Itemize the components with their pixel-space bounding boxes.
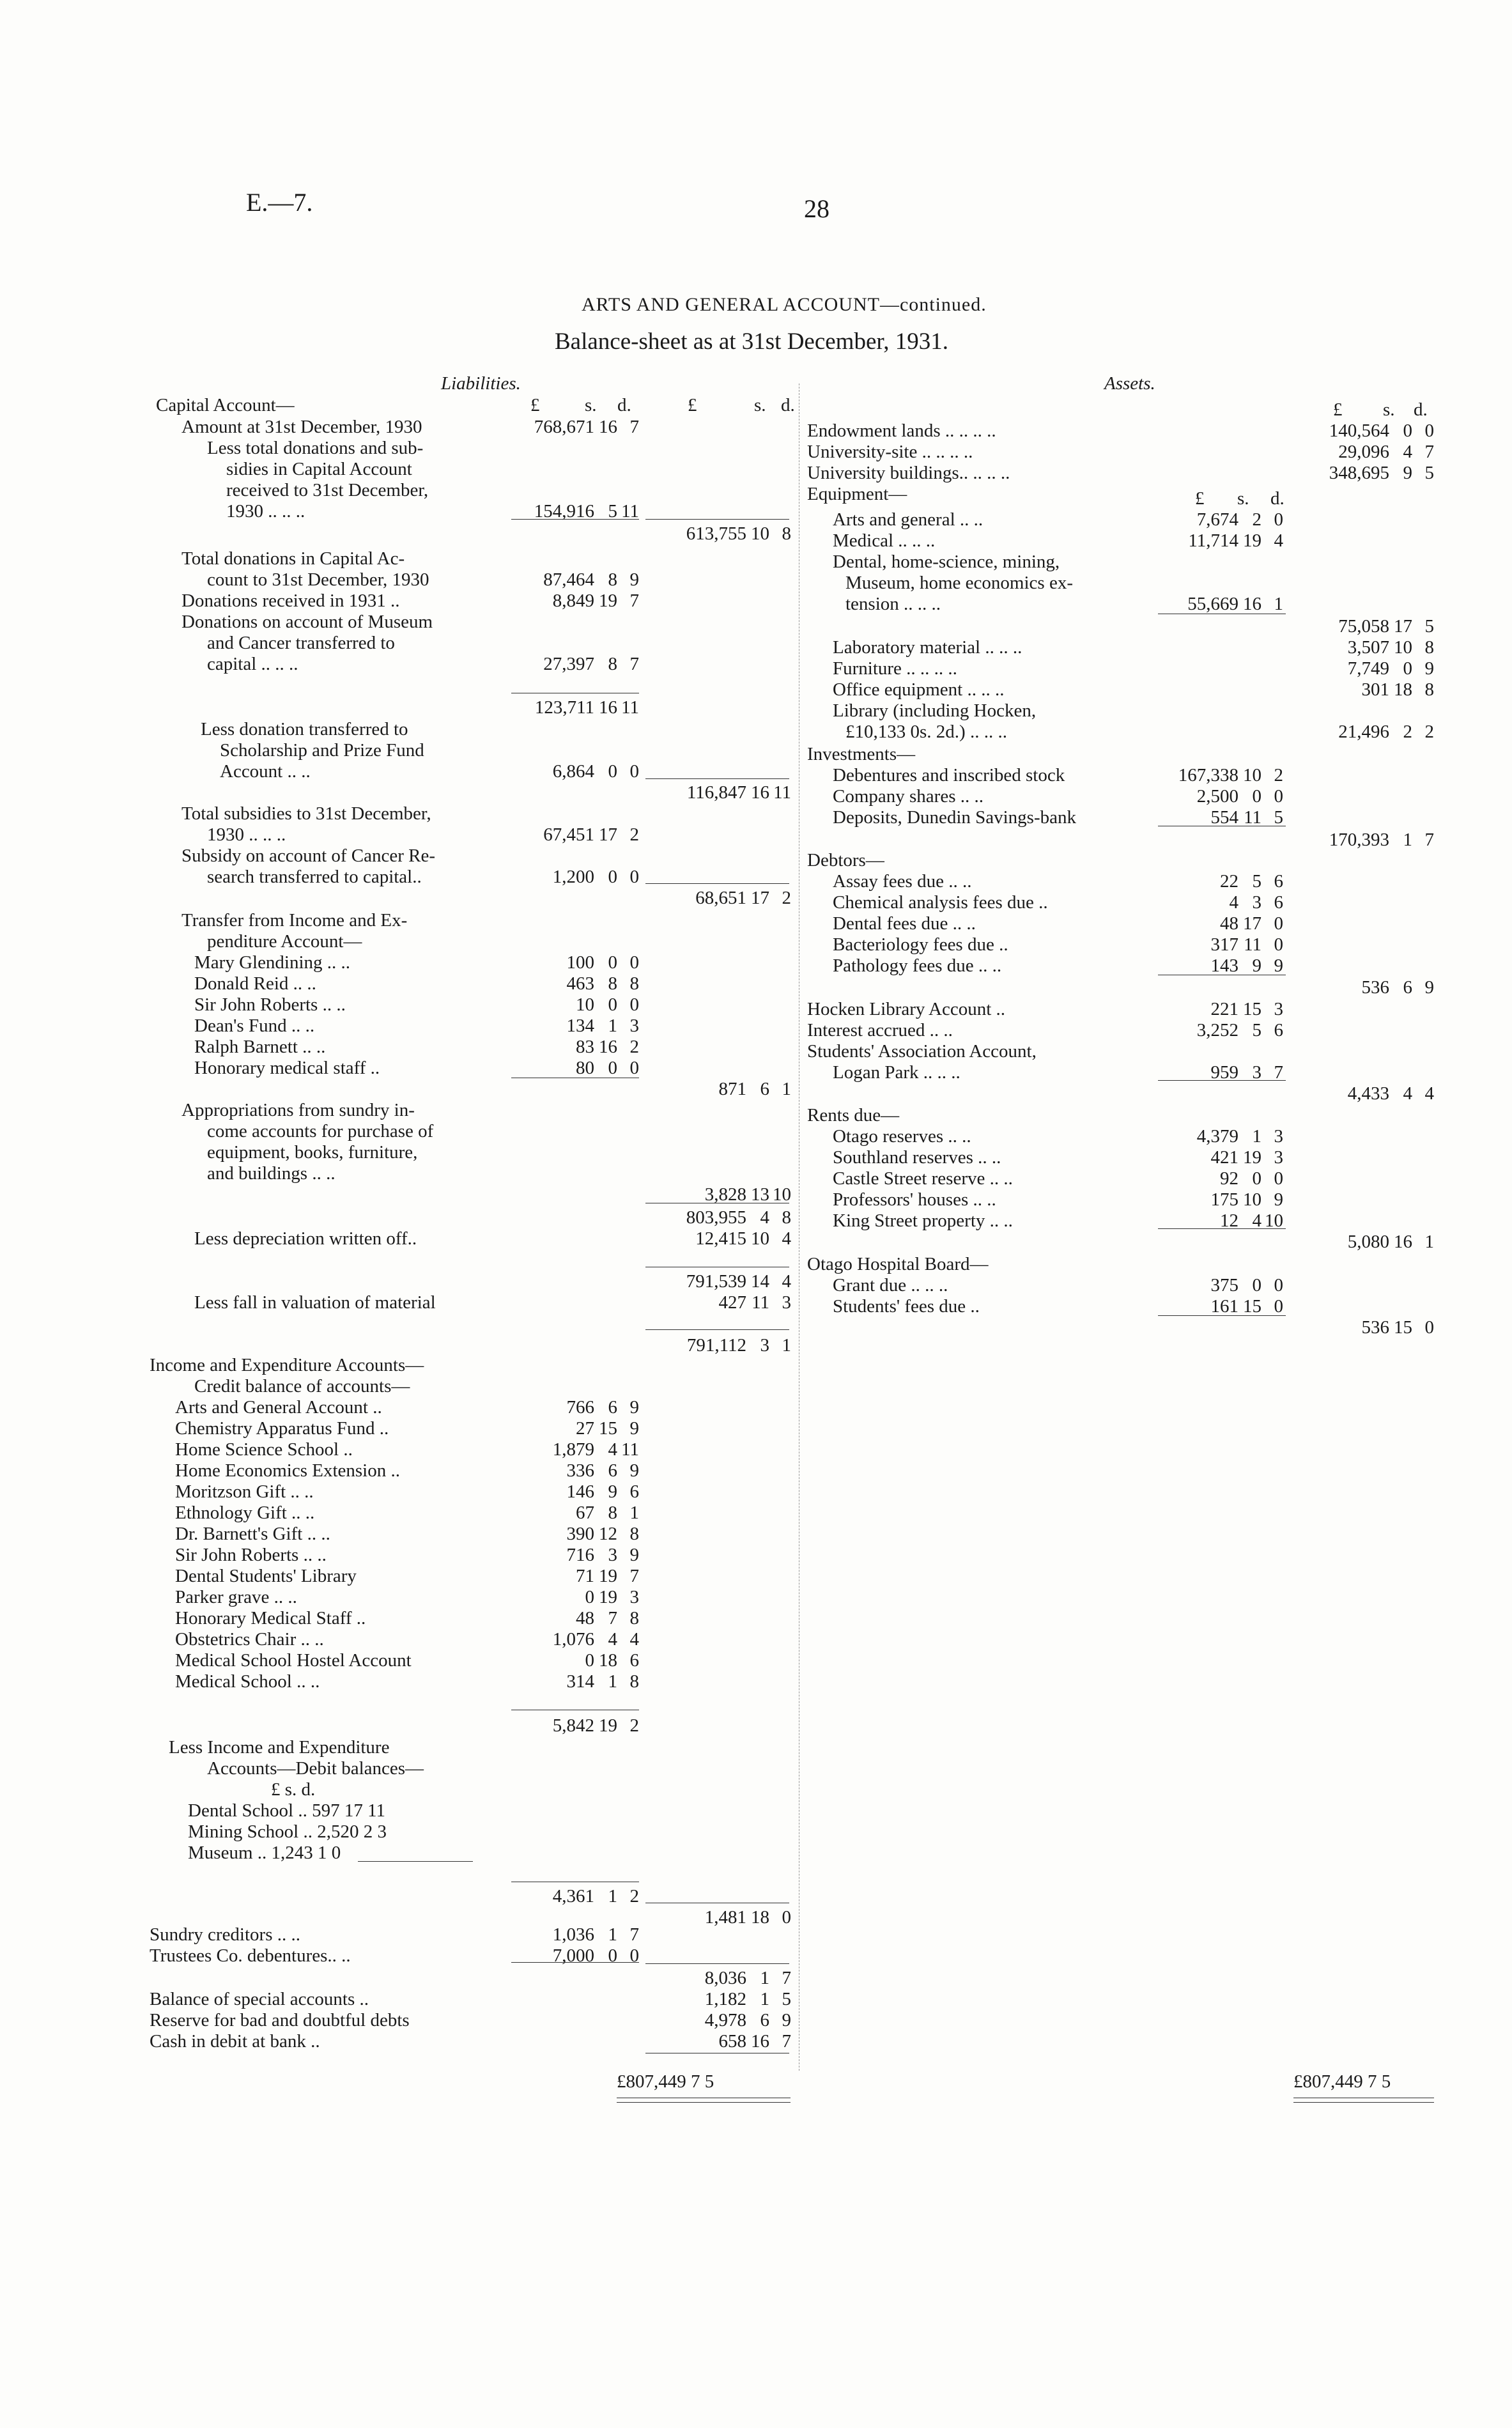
asset-line: Company shares .. .. xyxy=(833,786,984,807)
liability-line: Total donations in Capital Ac- xyxy=(181,548,405,569)
asset-line: University buildings.. .. .. .. xyxy=(807,463,1010,483)
liability-line: Home Economics Extension .. xyxy=(175,1460,400,1481)
asset-line: Investments— xyxy=(807,744,916,764)
asset-inner-amount: 317 11 0 xyxy=(1210,934,1283,955)
rule-line xyxy=(1158,1228,1286,1229)
assets-inner-header: £ xyxy=(1195,488,1205,509)
liability-line: Sir John Roberts .. .. xyxy=(194,994,346,1015)
assets-heading: Assets. xyxy=(1104,373,1155,394)
liability-line: Sir John Roberts .. .. xyxy=(175,1545,327,1565)
liability-line: Dental School .. 597 17 11 xyxy=(188,1800,386,1821)
liabilities-col-header: £ xyxy=(530,395,540,415)
liability-line: Sundry creditors .. .. xyxy=(150,1924,300,1945)
asset-subtotal: 536 15 0 xyxy=(1361,1317,1434,1338)
asset-inner-amount: 22 5 6 xyxy=(1220,871,1283,892)
asset-inner-amount: 11,714 19 4 xyxy=(1188,530,1283,551)
liability-outer-amount: 4,978 6 9 xyxy=(704,2010,791,2030)
liabilities-col-header: s. xyxy=(585,395,597,415)
total-double-rule xyxy=(617,2102,791,2103)
asset-line: Assay fees due .. .. xyxy=(833,871,972,892)
asset-line: £10,133 0s. 2d.) .. .. .. xyxy=(845,722,1007,742)
asset-inner-amount: 167,338 10 2 xyxy=(1178,765,1283,785)
asset-line: Otago reserves .. .. xyxy=(833,1126,971,1147)
asset-subtotal: 75,058 17 5 xyxy=(1338,616,1434,637)
asset-line: Library (including Hocken, xyxy=(833,700,1037,721)
liability-line: Medical School .. .. xyxy=(175,1671,320,1692)
asset-line: King Street property .. .. xyxy=(833,1210,1013,1231)
liability-line: equipment, books, furniture, xyxy=(207,1142,418,1163)
liability-inner-amount: 1,200 0 0 xyxy=(552,867,639,887)
liability-outer-amount: 871 6 1 xyxy=(718,1079,791,1099)
rule-line xyxy=(645,1963,789,1964)
asset-inner-amount: 221 15 3 xyxy=(1210,999,1283,1019)
liability-outer-amount: 791,112 3 1 xyxy=(686,1335,791,1356)
liability-line: received to 31st December, xyxy=(226,480,429,500)
liability-line: Medical School Hostel Account xyxy=(175,1650,412,1671)
liability-inner-amount: 7,000 0 0 xyxy=(552,1945,639,1966)
asset-line: Debtors— xyxy=(807,850,884,870)
asset-line: tension .. .. .. xyxy=(845,594,941,614)
liabilities-col-header: d. xyxy=(617,395,631,415)
liability-inner-amount: 27,397 8 7 xyxy=(543,654,639,674)
asset-inner-amount: 554 11 5 xyxy=(1210,807,1283,828)
liability-line: Arts and General Account .. xyxy=(175,1397,382,1418)
liability-line: 1930 .. .. .. xyxy=(226,501,305,522)
liability-inner-amount: 80 0 0 xyxy=(576,1058,639,1078)
liabilities-heading: Liabilities. xyxy=(441,373,521,394)
asset-outer-amount: 3,507 10 8 xyxy=(1347,637,1434,658)
asset-inner-amount: 4,379 1 3 xyxy=(1196,1126,1283,1147)
liability-line: and buildings .. .. xyxy=(207,1163,336,1184)
asset-line: Office equipment .. .. .. xyxy=(833,679,1005,700)
asset-subtotal: 536 6 9 xyxy=(1361,977,1434,998)
rule-line xyxy=(1158,1080,1286,1081)
liability-line: Trustees Co. debentures.. .. xyxy=(150,1945,351,1966)
liability-line: Donations on account of Museum xyxy=(181,612,433,632)
liability-line: Less depreciation written off.. xyxy=(194,1228,417,1249)
liability-line: Moritzson Gift .. .. xyxy=(175,1481,314,1502)
liability-inner-amount: 67 8 1 xyxy=(576,1503,639,1523)
liability-line: Dean's Fund .. .. xyxy=(194,1016,315,1036)
asset-subtotal: 170,393 1 7 xyxy=(1329,830,1434,850)
liability-line: Honorary medical staff .. xyxy=(194,1058,380,1078)
liability-inner-amount: 1,076 4 4 xyxy=(552,1629,639,1650)
asset-subtotal: 5,080 16 1 xyxy=(1347,1232,1434,1252)
asset-line: Interest accrued .. .. xyxy=(807,1020,953,1040)
liability-outer-amount: 1,182 1 5 xyxy=(704,1989,791,2009)
liability-outer-amount: 1,481 18 0 xyxy=(704,1907,791,1928)
rule-line xyxy=(645,778,789,779)
liability-line: Subsidy on account of Cancer Re- xyxy=(181,846,436,866)
rule-line xyxy=(358,1861,473,1862)
liability-inner-amount: 87,464 8 9 xyxy=(543,569,639,590)
asset-inner-amount: 2,500 0 0 xyxy=(1196,786,1283,807)
balance-sheet-title: Balance-sheet as at 31st December, 1931. xyxy=(555,329,948,355)
asset-line: Students' fees due .. xyxy=(833,1296,980,1317)
asset-line: University-site .. .. .. .. xyxy=(807,442,973,462)
liability-line: Accounts—Debit balances— xyxy=(207,1758,424,1779)
asset-line: Students' Association Account, xyxy=(807,1041,1037,1062)
asset-outer-amount: 348,695 9 5 xyxy=(1329,463,1434,483)
liability-outer-amount: 791,539 14 4 xyxy=(686,1271,791,1292)
asset-line: Dental, home-science, mining, xyxy=(833,552,1060,572)
liability-line: Cash in debit at bank .. xyxy=(150,2031,320,2052)
liability-line: Home Science School .. xyxy=(175,1439,353,1460)
asset-line: Otago Hospital Board— xyxy=(807,1254,989,1274)
liability-outer-amount: 613,755 10 8 xyxy=(686,523,791,544)
liability-line: Obstetrics Chair .. .. xyxy=(175,1629,324,1650)
liability-outer-amount: 803,955 4 8 xyxy=(686,1207,791,1228)
liability-inner-amount: 6,864 0 0 xyxy=(552,761,639,782)
liability-line: Donations received in 1931 .. xyxy=(181,591,400,611)
liability-inner-amount: 716 3 9 xyxy=(566,1545,639,1565)
asset-inner-amount: 161 15 0 xyxy=(1210,1296,1283,1317)
liability-line: Less total donations and sub- xyxy=(207,438,424,458)
rule-line xyxy=(645,519,789,520)
liability-subtotal: 4,361 1 2 xyxy=(552,1886,639,1906)
asset-line: Chemical analysis fees due .. xyxy=(833,892,1048,913)
assets-inner-header: s. xyxy=(1237,488,1249,509)
liability-line: £ s. d. xyxy=(271,1779,316,1800)
liability-outer-amount: 8,036 1 7 xyxy=(704,1968,791,1988)
asset-outer-amount: 29,096 4 7 xyxy=(1338,442,1434,462)
asset-inner-amount: 421 19 3 xyxy=(1210,1147,1283,1168)
liability-inner-amount: 83 16 2 xyxy=(576,1037,639,1057)
asset-line: Deposits, Dunedin Savings-bank xyxy=(833,807,1076,828)
liability-outer-amount: 116,847 16 11 xyxy=(686,782,791,803)
assets-col-header: s. xyxy=(1383,399,1395,420)
liability-inner-amount: 146 9 6 xyxy=(566,1481,639,1502)
asset-outer-amount: 140,564 0 0 xyxy=(1329,421,1434,441)
asset-inner-amount: 3,252 5 6 xyxy=(1196,1020,1283,1040)
liability-line: capital .. .. .. xyxy=(207,654,298,674)
asset-line: Arts and general .. .. xyxy=(833,509,984,530)
liabilities-col-header: s. xyxy=(754,395,766,415)
liability-line: Total subsidies to 31st December, xyxy=(181,803,431,824)
liability-line: and Cancer transferred to xyxy=(207,633,395,653)
asset-line: Equipment— xyxy=(807,484,907,504)
liability-line: Dr. Barnett's Gift .. .. xyxy=(175,1524,330,1544)
liability-outer-amount: 12,415 10 4 xyxy=(695,1228,791,1249)
asset-inner-amount: 4 3 6 xyxy=(1229,892,1283,913)
liability-outer-amount: 68,651 17 2 xyxy=(695,888,791,908)
liability-inner-amount: 0 19 3 xyxy=(585,1587,639,1607)
liability-line: Transfer from Income and Ex- xyxy=(181,910,408,931)
asset-line: Hocken Library Account .. xyxy=(807,999,1006,1019)
asset-inner-amount: 12 4 10 xyxy=(1220,1210,1283,1231)
liability-line: Less donation transferred to xyxy=(201,719,408,739)
assets-col-header: £ xyxy=(1333,399,1343,420)
liability-inner-amount: 1,879 4 11 xyxy=(552,1439,639,1460)
liability-line: Balance of special accounts .. xyxy=(150,1989,369,2009)
liability-line: Parker grave .. .. xyxy=(175,1587,297,1607)
liability-outer-amount: 658 16 7 xyxy=(718,2031,791,2052)
liability-inner-amount: 390 12 8 xyxy=(566,1524,639,1544)
asset-inner-amount: 55,669 16 1 xyxy=(1187,594,1283,614)
total-double-rule xyxy=(1293,2102,1434,2103)
liability-line: Amount at 31st December, 1930 xyxy=(181,417,422,437)
rule-line xyxy=(1158,1315,1286,1316)
page-number: 28 xyxy=(804,194,829,223)
rule-line xyxy=(511,519,639,520)
rule-line xyxy=(645,883,789,884)
assets-col-header: d. xyxy=(1414,399,1428,420)
liability-inner-amount: 71 19 7 xyxy=(576,1566,639,1586)
liability-line: Account .. .. xyxy=(220,761,311,782)
liability-outer-amount: 3,828 13 10 xyxy=(704,1184,791,1205)
liability-line: count to 31st December, 1930 xyxy=(207,569,429,590)
liability-outer-amount: 427 11 3 xyxy=(718,1292,791,1313)
asset-line: Logan Park .. .. .. xyxy=(833,1062,960,1083)
asset-line: Dental fees due .. .. xyxy=(833,913,976,934)
liability-inner-amount: 314 1 8 xyxy=(566,1671,639,1692)
liability-line: Museum .. 1,243 1 0 xyxy=(188,1843,341,1863)
page-ref: E.—7. xyxy=(246,188,313,217)
asset-line: Bacteriology fees due .. xyxy=(833,934,1008,955)
assets-inner-header: d. xyxy=(1270,488,1284,509)
liability-line: search transferred to capital.. xyxy=(207,867,422,887)
liability-inner-amount: 48 7 8 xyxy=(576,1608,639,1628)
liability-inner-amount: 27 15 9 xyxy=(576,1418,639,1439)
liability-inner-amount: 0 18 6 xyxy=(585,1650,639,1671)
liability-inner-amount: 67,451 17 2 xyxy=(543,824,639,845)
liability-line: Dental Students' Library xyxy=(175,1566,357,1586)
asset-outer-amount: 21,496 2 2 xyxy=(1338,722,1434,742)
liability-line: sidies in Capital Account xyxy=(226,459,412,479)
asset-inner-amount: 959 3 7 xyxy=(1210,1062,1283,1083)
liability-line: Donald Reid .. .. xyxy=(194,973,316,994)
liability-inner-amount: 336 6 9 xyxy=(566,1460,639,1481)
liability-line: Mary Glendining .. .. xyxy=(194,952,351,973)
liability-line: Less fall in valuation of material xyxy=(194,1292,436,1313)
liability-inner-amount: 766 6 9 xyxy=(566,1397,639,1418)
liability-line: Reserve for bad and doubtful debts xyxy=(150,2010,410,2030)
liability-line: Ethnology Gift .. .. xyxy=(175,1503,315,1523)
asset-line: Furniture .. .. .. .. xyxy=(833,658,957,679)
asset-inner-amount: 7,674 2 0 xyxy=(1196,509,1283,530)
asset-subtotal: 4,433 4 4 xyxy=(1347,1083,1434,1104)
liability-subtotal: 5,842 19 2 xyxy=(552,1715,639,1736)
asset-inner-amount: 375 0 0 xyxy=(1210,1275,1283,1295)
liability-inner-amount: 8,849 19 7 xyxy=(552,591,639,611)
asset-line: Medical .. .. .. xyxy=(833,530,936,551)
liability-inner-amount: 1,036 1 7 xyxy=(552,1924,639,1945)
liabilities-col-header: d. xyxy=(781,395,795,415)
liability-line: Ralph Barnett .. .. xyxy=(194,1037,326,1057)
liabilities-col-header: £ xyxy=(688,395,697,415)
asset-line: Debentures and inscribed stock xyxy=(833,765,1065,785)
asset-inner-amount: 175 10 9 xyxy=(1210,1189,1283,1210)
liability-inner-amount: 154,916 5 11 xyxy=(534,501,639,522)
asset-outer-amount: 301 18 8 xyxy=(1361,679,1434,700)
liability-line: Honorary Medical Staff .. xyxy=(175,1608,366,1628)
liability-subtotal: 123,711 16 11 xyxy=(534,697,639,718)
liability-line: 1930 .. .. .. xyxy=(207,824,286,845)
liabilities-total: £807,449 7 5 xyxy=(617,2071,714,2092)
asset-outer-amount: 7,749 0 9 xyxy=(1347,658,1434,679)
liability-line: come accounts for purchase of xyxy=(207,1121,434,1141)
liability-line: Appropriations from sundry in- xyxy=(181,1100,415,1120)
asset-inner-amount: 48 17 0 xyxy=(1220,913,1283,934)
liability-line: Credit balance of accounts— xyxy=(194,1376,410,1396)
liability-line: Less Income and Expenditure xyxy=(169,1737,390,1758)
liability-line: Chemistry Apparatus Fund .. xyxy=(175,1418,389,1439)
asset-line: Rents due— xyxy=(807,1105,900,1125)
asset-inner-amount: 143 9 9 xyxy=(1210,955,1283,976)
asset-line: Museum, home economics ex- xyxy=(845,573,1073,593)
asset-line: Professors' houses .. .. xyxy=(833,1189,996,1210)
rule-line xyxy=(645,1329,789,1330)
liability-line: Scholarship and Prize Fund xyxy=(220,740,424,761)
asset-line: Castle Street reserve .. .. xyxy=(833,1168,1013,1189)
asset-line: Endowment lands .. .. .. .. xyxy=(807,421,996,441)
liability-line: Income and Expenditure Accounts— xyxy=(150,1355,424,1375)
liability-line: Capital Account— xyxy=(156,395,295,415)
section-title: ARTS AND GENERAL ACCOUNT—continued. xyxy=(582,294,987,315)
asset-line: Pathology fees due .. .. xyxy=(833,955,1002,976)
asset-line: Grant due .. .. .. xyxy=(833,1275,948,1295)
asset-line: Laboratory material .. .. .. xyxy=(833,637,1022,658)
asset-line: Southland reserves .. .. xyxy=(833,1147,1001,1168)
rule-line xyxy=(511,1962,639,1963)
liability-inner-amount: 463 8 8 xyxy=(566,973,639,994)
liability-line: Mining School .. 2,520 2 3 xyxy=(188,1821,387,1842)
assets-total: £807,449 7 5 xyxy=(1293,2071,1391,2092)
liability-inner-amount: 100 0 0 xyxy=(566,952,639,973)
liability-line: penditure Account— xyxy=(207,931,362,952)
liability-inner-amount: 768,671 16 7 xyxy=(534,417,639,437)
liability-inner-amount: 10 0 0 xyxy=(576,994,639,1015)
asset-inner-amount: 92 0 0 xyxy=(1220,1168,1283,1189)
liability-inner-amount: 134 1 3 xyxy=(566,1016,639,1036)
